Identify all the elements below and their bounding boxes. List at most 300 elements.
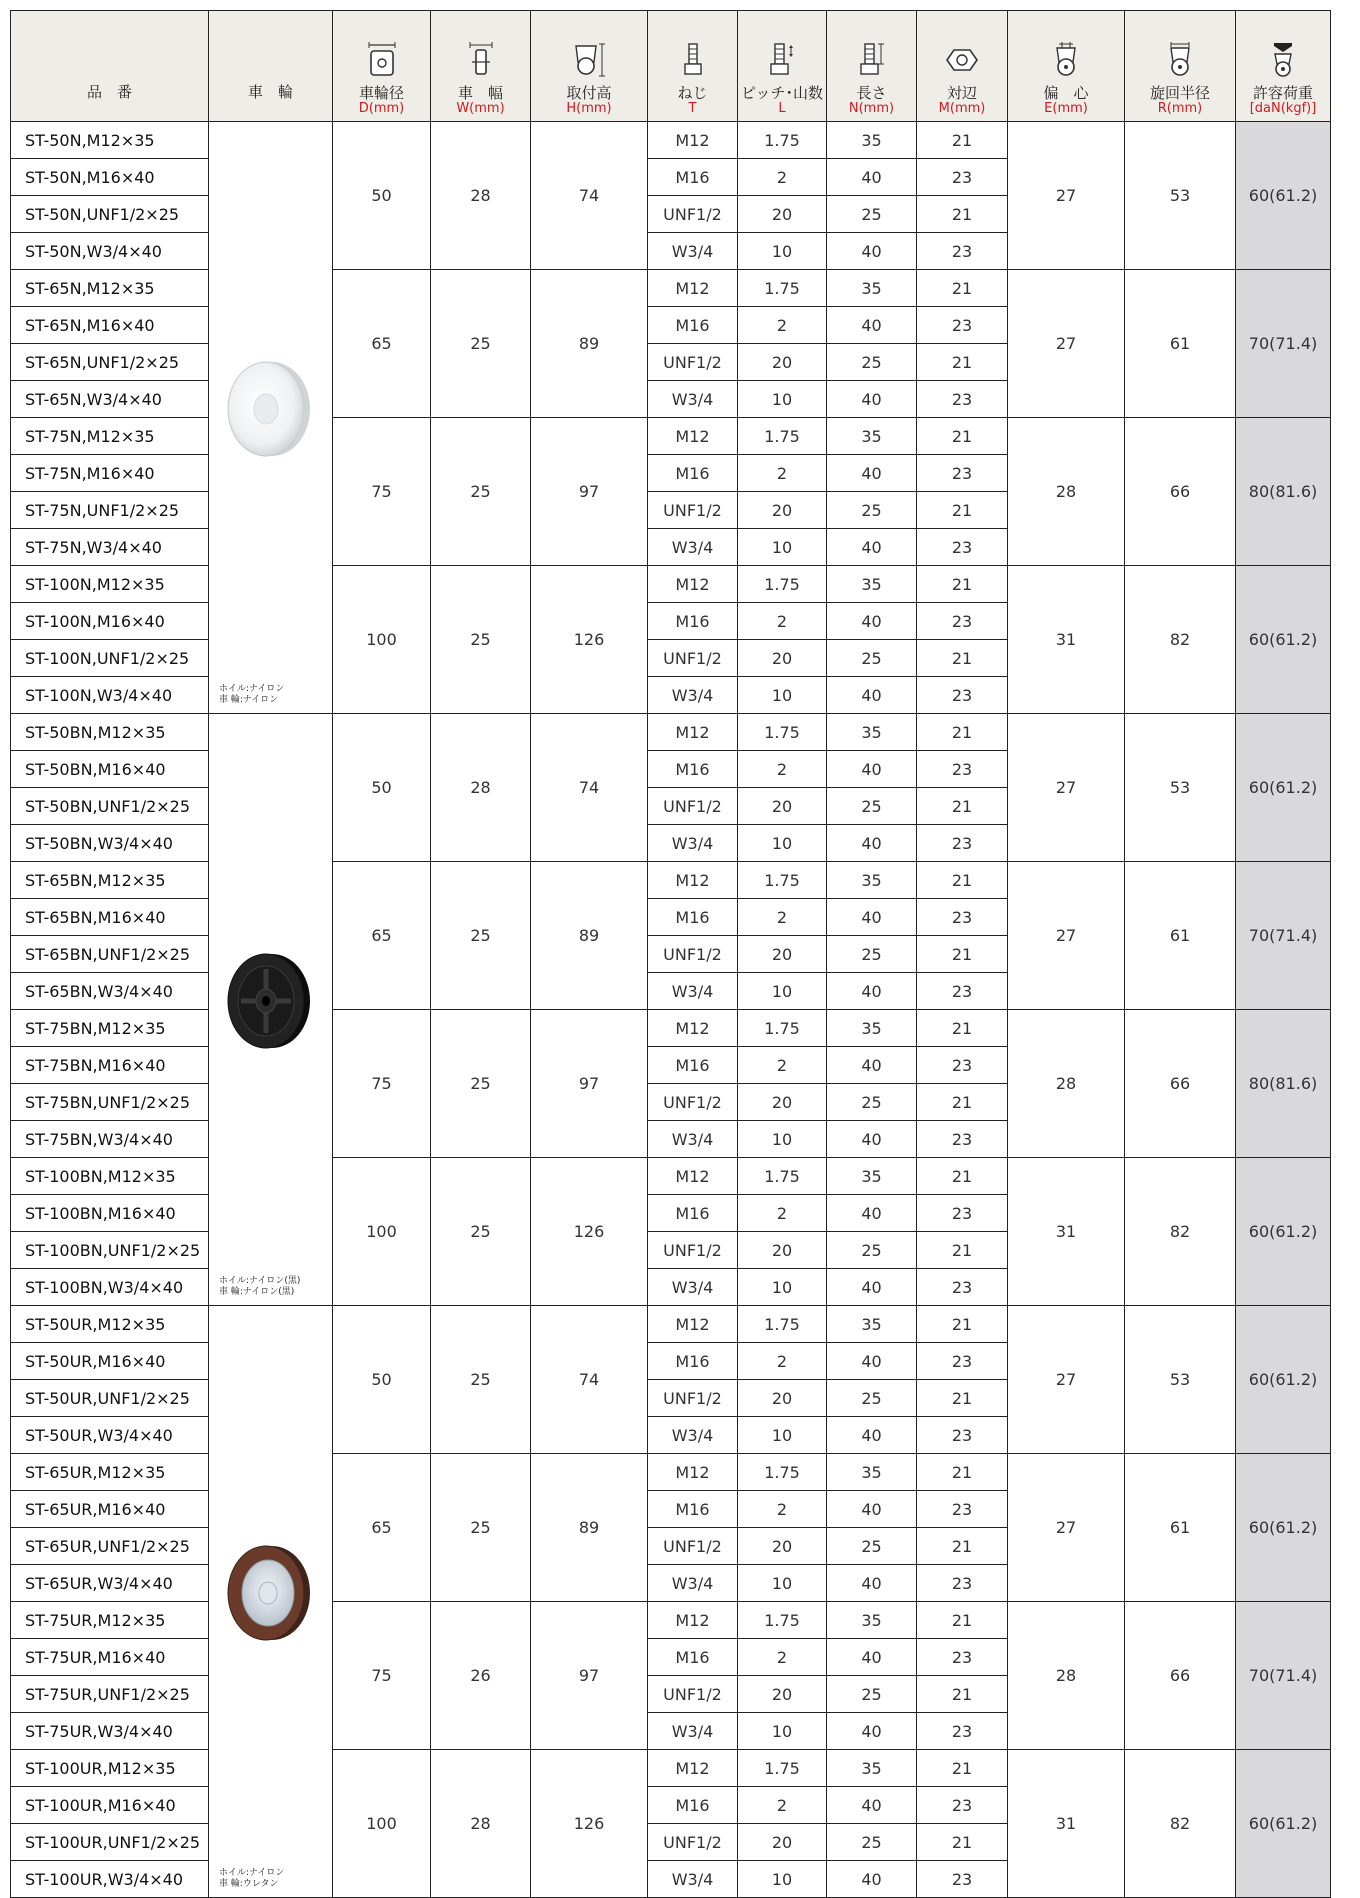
across-flats-cell: 23 [917,1417,1008,1454]
width-cell: 25 [431,1010,531,1158]
load-capacity-cell: 70(71.4) [1236,270,1331,418]
height-cell: 89 [531,270,648,418]
length-cell: 40 [827,307,917,344]
header-label: ピッチ･山数 [741,84,823,102]
part-number-cell: ST-65UR,W3/4×40 [11,1565,209,1602]
length-cell: 40 [827,603,917,640]
pitch-cell: 1.75 [738,1454,827,1491]
length-cell: 25 [827,1232,917,1269]
thread-cell: UNF1/2 [648,936,738,973]
across-flats-cell: 23 [917,307,1008,344]
load-capacity-cell: 60(61.2) [1236,1750,1331,1898]
swivel-radius-cell: 82 [1125,1750,1236,1898]
length-cell: 35 [827,1602,917,1639]
across-flats-cell: 23 [917,1195,1008,1232]
part-number-cell: ST-50BN,UNF1/2×25 [11,788,209,825]
part-number-cell: ST-50N,M16×40 [11,159,209,196]
thread-cell: W3/4 [648,825,738,862]
part-number-cell: ST-50N,M12×35 [11,122,209,159]
thread-cell: M16 [648,603,738,640]
length-cell: 35 [827,418,917,455]
across-flats-cell: 21 [917,1528,1008,1565]
thread-cell: UNF1/2 [648,1232,738,1269]
diameter-cell: 50 [333,122,431,270]
length-cell: 40 [827,973,917,1010]
part-number-cell: ST-100N,M16×40 [11,603,209,640]
pitch-cell: 20 [738,936,827,973]
pitch-cell: 20 [738,196,827,233]
pitch-cell: 2 [738,455,827,492]
thread-cell: UNF1/2 [648,640,738,677]
length-cell: 40 [827,529,917,566]
load-capacity-cell: 60(61.2) [1236,1158,1331,1306]
pitch-cell: 10 [738,973,827,1010]
length-cell: 40 [827,1343,917,1380]
width-cell: 25 [431,1306,531,1454]
height-cell: 89 [531,862,648,1010]
length-cell: 40 [827,1121,917,1158]
pitch-cell: 20 [738,1528,827,1565]
across-flats-cell: 21 [917,1380,1008,1417]
pitch-cell: 1.75 [738,566,827,603]
pitch-cell: 10 [738,1269,827,1306]
length-cell: 25 [827,492,917,529]
thread-cell: UNF1/2 [648,1824,738,1861]
height-cell: 74 [531,122,648,270]
header-label: 偏 心 [1043,84,1089,102]
swivel-radius-cell: 61 [1125,1454,1236,1602]
diameter-cell: 65 [333,862,431,1010]
wheel-material-note [219,1276,300,1298]
thread-cell: UNF1/2 [648,1528,738,1565]
thread-cell: W3/4 [648,1121,738,1158]
thread-cell: W3/4 [648,1417,738,1454]
pitch-cell: 1.75 [738,862,827,899]
length-cell: 35 [827,566,917,603]
thread-cell: M16 [648,159,738,196]
pitch-cell: 20 [738,1084,827,1121]
part-number-cell: ST-65N,W3/4×40 [11,381,209,418]
offset-cell: 27 [1008,714,1125,862]
across-flats-cell: 21 [917,1824,1008,1861]
thread-cell: M12 [648,566,738,603]
part-number-cell: ST-50UR,M16×40 [11,1343,209,1380]
swivel-radius-cell: 66 [1125,1010,1236,1158]
header-unit: [daN(kgf)] [1249,101,1317,116]
length-cell: 25 [827,788,917,825]
offset-cell: 28 [1008,418,1125,566]
thread-cell: M16 [648,1787,738,1824]
header-label: 取付高 [566,84,612,102]
spec-table [10,10,1331,1898]
thread-cell: W3/4 [648,973,738,1010]
across-flats-cell: 23 [917,1639,1008,1676]
thread-cell: M16 [648,751,738,788]
header-swivel-radius [1125,11,1236,122]
part-number-cell: ST-50UR,UNF1/2×25 [11,1380,209,1417]
offset-cell: 31 [1008,1750,1125,1898]
part-number-cell: ST-50N,W3/4×40 [11,233,209,270]
load-capacity-cell: 60(61.2) [1236,122,1331,270]
height-cell: 97 [531,1602,648,1750]
length-cell: 40 [827,899,917,936]
offset-cell: 27 [1008,1454,1125,1602]
across-flats-cell: 23 [917,1269,1008,1306]
pitch-icon [767,42,797,78]
diameter-cell: 50 [333,1306,431,1454]
offset-cell: 31 [1008,566,1125,714]
width-cell: 28 [431,122,531,270]
thread-cell: M16 [648,1047,738,1084]
across-flats-cell: 21 [917,1010,1008,1047]
across-flats-cell: 21 [917,1602,1008,1639]
wheel-diameter-icon [367,42,397,78]
across-flats-cell: 23 [917,1787,1008,1824]
pitch-cell: 20 [738,1676,827,1713]
pitch-cell: 1.75 [738,270,827,307]
part-number-cell: ST-75UR,M16×40 [11,1639,209,1676]
pitch-cell: 2 [738,1639,827,1676]
part-number-cell: ST-50N,UNF1/2×25 [11,196,209,233]
swivel-radius-icon [1165,42,1195,78]
length-cell: 25 [827,1084,917,1121]
length-cell: 35 [827,270,917,307]
pitch-cell: 10 [738,529,827,566]
header-label: 対辺 [946,84,977,102]
part-number-cell: ST-65UR,UNF1/2×25 [11,1528,209,1565]
length-cell: 40 [827,1417,917,1454]
width-cell: 25 [431,1454,531,1602]
part-number-cell: ST-100UR,M16×40 [11,1787,209,1824]
part-number-cell: ST-75N,M12×35 [11,418,209,455]
across-flats-cell: 23 [917,751,1008,788]
swivel-radius-cell: 53 [1125,122,1236,270]
across-flats-cell: 23 [917,233,1008,270]
thread-cell: M16 [648,1343,738,1380]
pitch-cell: 1.75 [738,1750,827,1787]
wheel-width-icon [466,42,496,78]
header-unit: M(mm) [938,101,986,116]
pitch-cell: 10 [738,1121,827,1158]
part-number-cell: ST-50BN,M16×40 [11,751,209,788]
mounting-height-icon [572,42,606,78]
header-wheel [209,11,333,122]
thread-cell: M12 [648,862,738,899]
header-unit: T [688,101,697,116]
part-number-cell: ST-100N,W3/4×40 [11,677,209,714]
length-cell: 35 [827,1010,917,1047]
swivel-radius-cell: 53 [1125,1306,1236,1454]
pitch-cell: 20 [738,1232,827,1269]
part-number-cell: ST-100N,UNF1/2×25 [11,640,209,677]
across-flats-cell: 21 [917,1750,1008,1787]
thread-cell: M16 [648,307,738,344]
pitch-cell: 1.75 [738,714,827,751]
part-number-cell: ST-65BN,M12×35 [11,862,209,899]
length-icon [857,42,887,78]
thread-cell: M12 [648,1750,738,1787]
part-number-cell: ST-75UR,M12×35 [11,1602,209,1639]
part-number-cell: ST-75BN,W3/4×40 [11,1121,209,1158]
across-flats-cell: 21 [917,1084,1008,1121]
header-mounting-height [531,11,648,122]
length-cell: 40 [827,1269,917,1306]
across-flats-cell: 23 [917,677,1008,714]
load-capacity-icon [1268,42,1298,78]
across-flats-cell: 23 [917,899,1008,936]
across-flats-cell: 21 [917,936,1008,973]
pitch-cell: 2 [738,751,827,788]
across-flats-cell: 23 [917,973,1008,1010]
pitch-cell: 2 [738,1047,827,1084]
length-cell: 35 [827,1750,917,1787]
hex-nut-icon [944,42,980,78]
width-cell: 25 [431,1158,531,1306]
pitch-cell: 2 [738,1343,827,1380]
height-cell: 74 [531,1306,648,1454]
part-number-cell: ST-50BN,W3/4×40 [11,825,209,862]
offset-cell: 28 [1008,1010,1125,1158]
header-label: 車 幅 [457,84,503,102]
part-number-cell: ST-100UR,M12×35 [11,1750,209,1787]
header-unit: E(mm) [1044,101,1088,116]
thread-cell: M16 [648,899,738,936]
length-cell: 40 [827,751,917,788]
diameter-cell: 65 [333,1454,431,1602]
part-number-cell: ST-100BN,UNF1/2×25 [11,1232,209,1269]
across-flats-cell: 23 [917,159,1008,196]
part-number-cell: ST-100UR,UNF1/2×25 [11,1824,209,1861]
height-cell: 97 [531,1010,648,1158]
pitch-cell: 2 [738,1195,827,1232]
header-label: 旋回半径 [1149,84,1210,102]
swivel-radius-cell: 82 [1125,1158,1236,1306]
pitch-cell: 2 [738,899,827,936]
pitch-cell: 20 [738,788,827,825]
wheel-note-line: 車 輪:ウレタン [219,1879,279,1889]
thread-cell: UNF1/2 [648,196,738,233]
pitch-cell: 10 [738,233,827,270]
wheel-note-line: 車 輪:ナイロン [219,695,279,705]
thread-cell: M12 [648,122,738,159]
across-flats-cell: 21 [917,1306,1008,1343]
thread-cell: M12 [648,714,738,751]
across-flats-cell: 21 [917,1676,1008,1713]
offset-cell: 31 [1008,1158,1125,1306]
thread-cell: M16 [648,1195,738,1232]
part-number-cell: ST-100BN,W3/4×40 [11,1269,209,1306]
pitch-cell: 10 [738,1565,827,1602]
height-cell: 97 [531,418,648,566]
across-flats-cell: 23 [917,529,1008,566]
header-label: 許容荷重 [1252,84,1313,102]
wheel-cell [209,1306,333,1898]
length-cell: 40 [827,1787,917,1824]
length-cell: 35 [827,1158,917,1195]
thread-cell: UNF1/2 [648,344,738,381]
length-cell: 25 [827,936,917,973]
diameter-cell: 100 [333,1158,431,1306]
part-number-cell: ST-75BN,M12×35 [11,1010,209,1047]
width-cell: 25 [431,270,531,418]
part-number-cell: ST-100BN,M12×35 [11,1158,209,1195]
pitch-cell: 2 [738,159,827,196]
part-number-cell: ST-50UR,W3/4×40 [11,1417,209,1454]
across-flats-cell: 21 [917,566,1008,603]
part-number-cell: ST-65UR,M12×35 [11,1454,209,1491]
across-flats-cell: 23 [917,825,1008,862]
header-label: 品 番 [86,83,132,101]
thread-cell: W3/4 [648,1861,738,1898]
length-cell: 40 [827,381,917,418]
across-flats-cell: 23 [917,603,1008,640]
table-row [11,714,1331,751]
swivel-radius-cell: 61 [1125,270,1236,418]
thread-cell: M16 [648,1639,738,1676]
header-unit: D(mm) [358,101,405,116]
across-flats-cell: 21 [917,640,1008,677]
across-flats-cell: 21 [917,492,1008,529]
swivel-radius-cell: 61 [1125,862,1236,1010]
across-flats-cell: 21 [917,270,1008,307]
load-capacity-cell: 80(81.6) [1236,1010,1331,1158]
length-cell: 40 [827,1195,917,1232]
offset-cell: 27 [1008,122,1125,270]
wheel-note-line: ホイル:ナイロン [219,684,285,694]
part-number-cell: ST-65BN,M16×40 [11,899,209,936]
pitch-cell: 20 [738,344,827,381]
swivel-radius-cell: 66 [1125,418,1236,566]
length-cell: 35 [827,1306,917,1343]
part-number-cell: ST-75N,M16×40 [11,455,209,492]
thread-cell: M12 [648,270,738,307]
length-cell: 40 [827,825,917,862]
height-cell: 126 [531,1750,648,1898]
across-flats-cell: 21 [917,122,1008,159]
swivel-radius-cell: 53 [1125,714,1236,862]
offset-cell: 27 [1008,1306,1125,1454]
thread-cell: M12 [648,1454,738,1491]
across-flats-cell: 23 [917,455,1008,492]
length-cell: 35 [827,1454,917,1491]
height-cell: 89 [531,1454,648,1602]
offset-icon [1051,42,1081,78]
offset-cell: 28 [1008,1602,1125,1750]
header-pitch [738,11,827,122]
load-capacity-cell: 60(61.2) [1236,1454,1331,1602]
length-cell: 40 [827,455,917,492]
diameter-cell: 75 [333,1602,431,1750]
across-flats-cell: 21 [917,862,1008,899]
header-label: 車 輪 [247,83,293,101]
wheel-note-line: ホイル:ナイロン(黒) [219,1276,301,1286]
thread-cell: W3/4 [648,1269,738,1306]
pitch-cell: 20 [738,1824,827,1861]
across-flats-cell: 23 [917,1491,1008,1528]
length-cell: 40 [827,1491,917,1528]
diameter-cell: 75 [333,1010,431,1158]
header-unit: H(mm) [566,101,612,116]
offset-cell: 27 [1008,270,1125,418]
pitch-cell: 1.75 [738,1306,827,1343]
header-label: ねじ [677,84,708,102]
width-cell: 25 [431,566,531,714]
load-capacity-cell: 60(61.2) [1236,566,1331,714]
load-capacity-cell: 70(71.4) [1236,1602,1331,1750]
part-number-cell: ST-65BN,UNF1/2×25 [11,936,209,973]
white-nylon-wheel-image [223,357,313,461]
pitch-cell: 10 [738,1861,827,1898]
thread-cell: UNF1/2 [648,1084,738,1121]
pitch-cell: 1.75 [738,418,827,455]
across-flats-cell: 23 [917,1713,1008,1750]
pitch-cell: 20 [738,492,827,529]
wheel-cell [209,714,333,1306]
thread-cell: M12 [648,418,738,455]
pitch-cell: 1.75 [738,1010,827,1047]
height-cell: 126 [531,1158,648,1306]
diameter-cell: 65 [333,270,431,418]
part-number-cell: ST-50BN,M12×35 [11,714,209,751]
length-cell: 35 [827,714,917,751]
header-label: 長さ [856,84,887,102]
part-number-cell: ST-65N,UNF1/2×25 [11,344,209,381]
header-load-capacity [1236,11,1331,122]
length-cell: 40 [827,677,917,714]
thread-cell: UNF1/2 [648,1676,738,1713]
across-flats-cell: 23 [917,1343,1008,1380]
across-flats-cell: 21 [917,1158,1008,1195]
part-number-cell: ST-75UR,W3/4×40 [11,1713,209,1750]
diameter-cell: 100 [333,566,431,714]
header-unit: L [778,101,786,116]
wheel-material-note [219,1868,284,1890]
part-number-cell: ST-50UR,M12×35 [11,1306,209,1343]
width-cell: 26 [431,1602,531,1750]
header-screw [648,11,738,122]
diameter-cell: 100 [333,1750,431,1898]
length-cell: 40 [827,159,917,196]
length-cell: 25 [827,1380,917,1417]
wheel-material-note [219,684,284,706]
pitch-cell: 1.75 [738,1602,827,1639]
length-cell: 25 [827,1676,917,1713]
across-flats-cell: 21 [917,344,1008,381]
across-flats-cell: 21 [917,714,1008,751]
length-cell: 40 [827,233,917,270]
pitch-cell: 2 [738,307,827,344]
part-number-cell: ST-100UR,W3/4×40 [11,1861,209,1898]
urethane-wheel-image [223,1541,313,1645]
thread-cell: W3/4 [648,381,738,418]
height-cell: 126 [531,566,648,714]
wheel-note-line: 車 輪:ナイロン(黒) [219,1287,295,1297]
across-flats-cell: 21 [917,196,1008,233]
table-row [11,122,1331,159]
part-number-cell: ST-75N,W3/4×40 [11,529,209,566]
table-row [11,1306,1331,1343]
thread-cell: M12 [648,1158,738,1195]
part-number-cell: ST-65N,M16×40 [11,307,209,344]
part-number-cell: ST-100N,M12×35 [11,566,209,603]
across-flats-cell: 23 [917,1565,1008,1602]
wheel-note-line: ホイル:ナイロン [219,1868,285,1878]
width-cell: 28 [431,1750,531,1898]
part-number-cell: ST-75BN,UNF1/2×25 [11,1084,209,1121]
screw-icon [681,42,705,78]
pitch-cell: 10 [738,825,827,862]
load-capacity-cell: 80(81.6) [1236,418,1331,566]
